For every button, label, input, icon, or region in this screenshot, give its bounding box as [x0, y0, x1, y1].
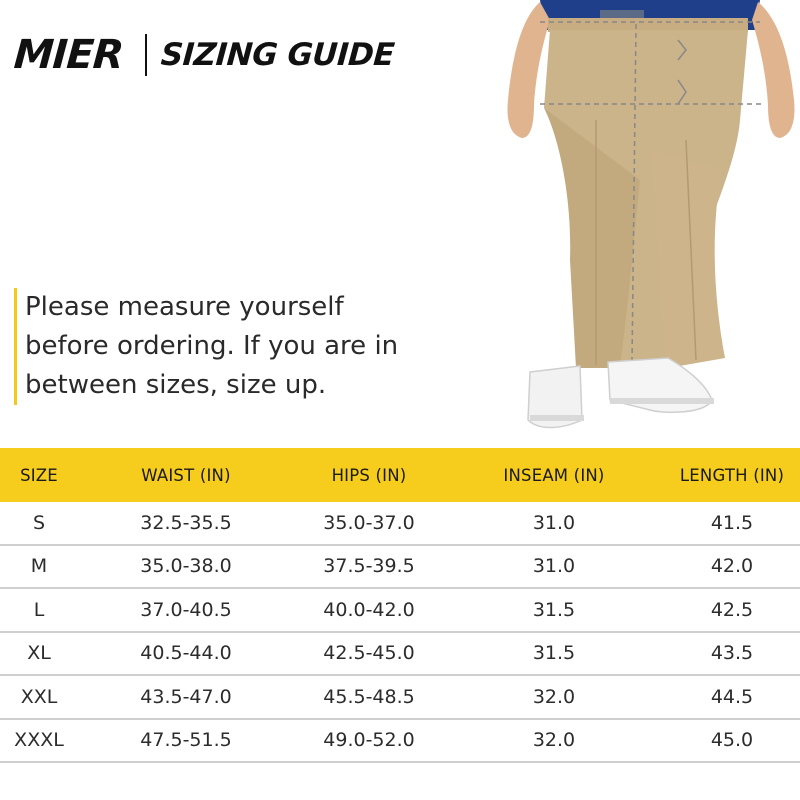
table-row	[0, 589, 800, 633]
right-shoe	[608, 358, 712, 412]
brand-logo: MIER	[12, 32, 125, 78]
cell-hips: 49.0-52.0	[323, 729, 415, 752]
cell-size: XXL	[20, 685, 58, 708]
cell-hips: 40.0-42.0	[323, 598, 415, 621]
cell-waist: 32.5-35.5	[140, 511, 232, 534]
header-waist: WAIST (IN)	[141, 465, 231, 485]
belt-buckle	[600, 10, 644, 18]
cell-inseam: 32.0	[532, 729, 576, 752]
cell-waist: 35.0-38.0	[140, 555, 232, 578]
cell-size: XXXL	[14, 729, 64, 752]
cell-length: 45.0	[710, 729, 754, 752]
cell-hips: 35.0-37.0	[323, 511, 415, 534]
table-row	[0, 676, 800, 720]
cell-length: 41.5	[710, 511, 754, 534]
cell-length: 42.0	[710, 555, 754, 578]
model-figure-illustration	[500, 0, 800, 440]
cell-hips: 42.5-45.0	[323, 642, 415, 665]
size-table-header	[0, 448, 800, 502]
cell-waist: 40.5-44.0	[140, 642, 232, 665]
header-hips: HIPS (IN)	[331, 465, 407, 485]
cell-inseam: 31.5	[532, 642, 576, 665]
waistband	[548, 18, 748, 32]
table-row	[0, 633, 800, 677]
cell-length: 44.5	[710, 685, 754, 708]
cell-inseam: 31.0	[532, 511, 576, 534]
cell-size: L	[33, 598, 45, 621]
measure-note	[14, 288, 425, 405]
cell-length: 43.5	[710, 642, 754, 665]
measure-note-text: Please measure yourself before ordering. If you are in between sizes, size up.	[25, 292, 399, 400]
cell-inseam: 32.0	[532, 685, 576, 708]
cell-inseam: 31.5	[532, 598, 576, 621]
cell-size: XL	[27, 642, 51, 665]
table-row	[0, 546, 800, 590]
page-title: SIZING GUIDE	[159, 37, 396, 73]
header-length: LENGTH (IN)	[679, 465, 785, 485]
cell-hips: 45.5-48.5	[323, 685, 415, 708]
cell-size: M	[30, 555, 48, 578]
cell-hips: 37.5-39.5	[323, 555, 415, 578]
size-table	[0, 448, 800, 763]
table-row	[0, 720, 800, 764]
brand-header	[14, 30, 394, 80]
table-row	[0, 502, 800, 546]
cell-length: 42.5	[710, 598, 754, 621]
header-inseam: INSEAM (IN)	[503, 465, 605, 485]
cell-inseam: 31.0	[532, 555, 576, 578]
cell-waist: 43.5-47.0	[140, 685, 232, 708]
cell-waist: 37.0-40.5	[140, 598, 232, 621]
brand-divider	[145, 34, 147, 76]
cell-size: S	[32, 511, 46, 534]
header-size: SIZE	[20, 465, 58, 485]
cell-waist: 47.5-51.5	[140, 729, 232, 752]
